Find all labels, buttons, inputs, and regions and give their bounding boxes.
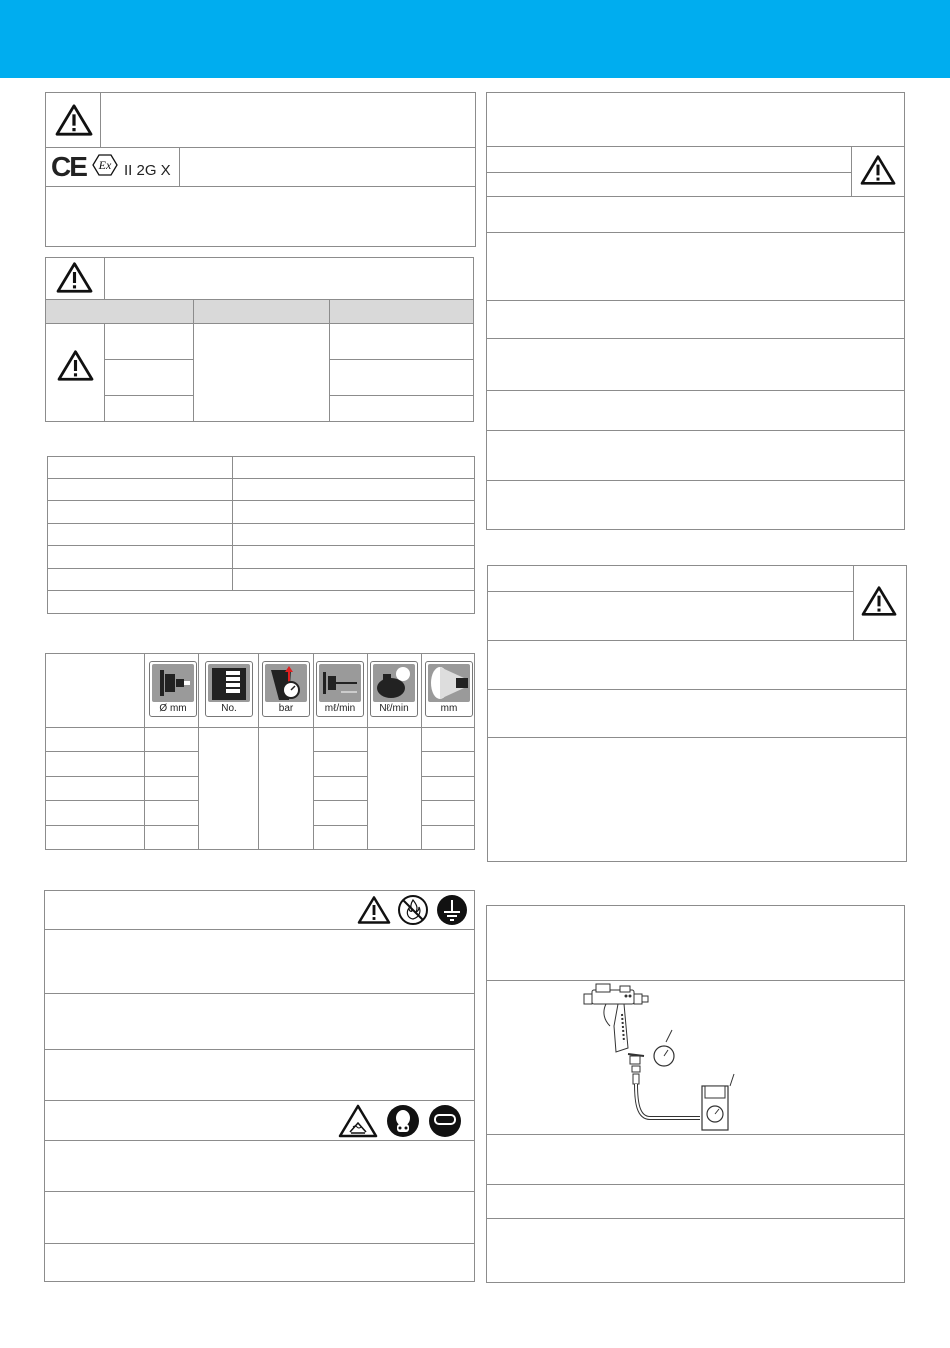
air-consumption-icon: Nℓ/min <box>370 661 418 717</box>
warning-table <box>45 257 474 422</box>
warning-triangle-icon <box>861 585 897 617</box>
ex-class-label: II 2G X <box>124 162 171 179</box>
needle-number-icon: No. <box>205 661 253 717</box>
safety-instructions-box <box>44 890 475 1282</box>
top-header-bar <box>0 0 950 78</box>
fluid-flow-icon: mℓ/min <box>316 661 364 717</box>
nozzle-diameter-icon: Ø mm <box>149 661 197 717</box>
maintenance-notes-box <box>487 565 907 862</box>
warning-triangle-icon <box>860 154 896 186</box>
ce-mark: CE <box>51 151 86 182</box>
warning-triangle-icon <box>357 895 391 925</box>
spray-gun-gauge-illustration <box>578 982 738 1132</box>
ex-symbol-text: Ex <box>98 158 112 172</box>
warning-triangle-icon <box>57 349 94 382</box>
air-pressure-icon: bar <box>262 661 310 717</box>
ground-icon <box>436 894 468 926</box>
safety-goggles-icon <box>428 1104 462 1138</box>
warning-triangle-icon <box>55 103 93 137</box>
fumes-warning-icon <box>338 1103 378 1139</box>
ex-hexagon-icon <box>92 153 118 177</box>
spray-pattern-icon: mm <box>425 661 473 717</box>
respirator-mask-icon <box>386 1104 420 1138</box>
operation-notes-box <box>486 92 905 530</box>
no-fire-icon <box>397 894 429 926</box>
warning-triangle-icon <box>56 261 93 294</box>
